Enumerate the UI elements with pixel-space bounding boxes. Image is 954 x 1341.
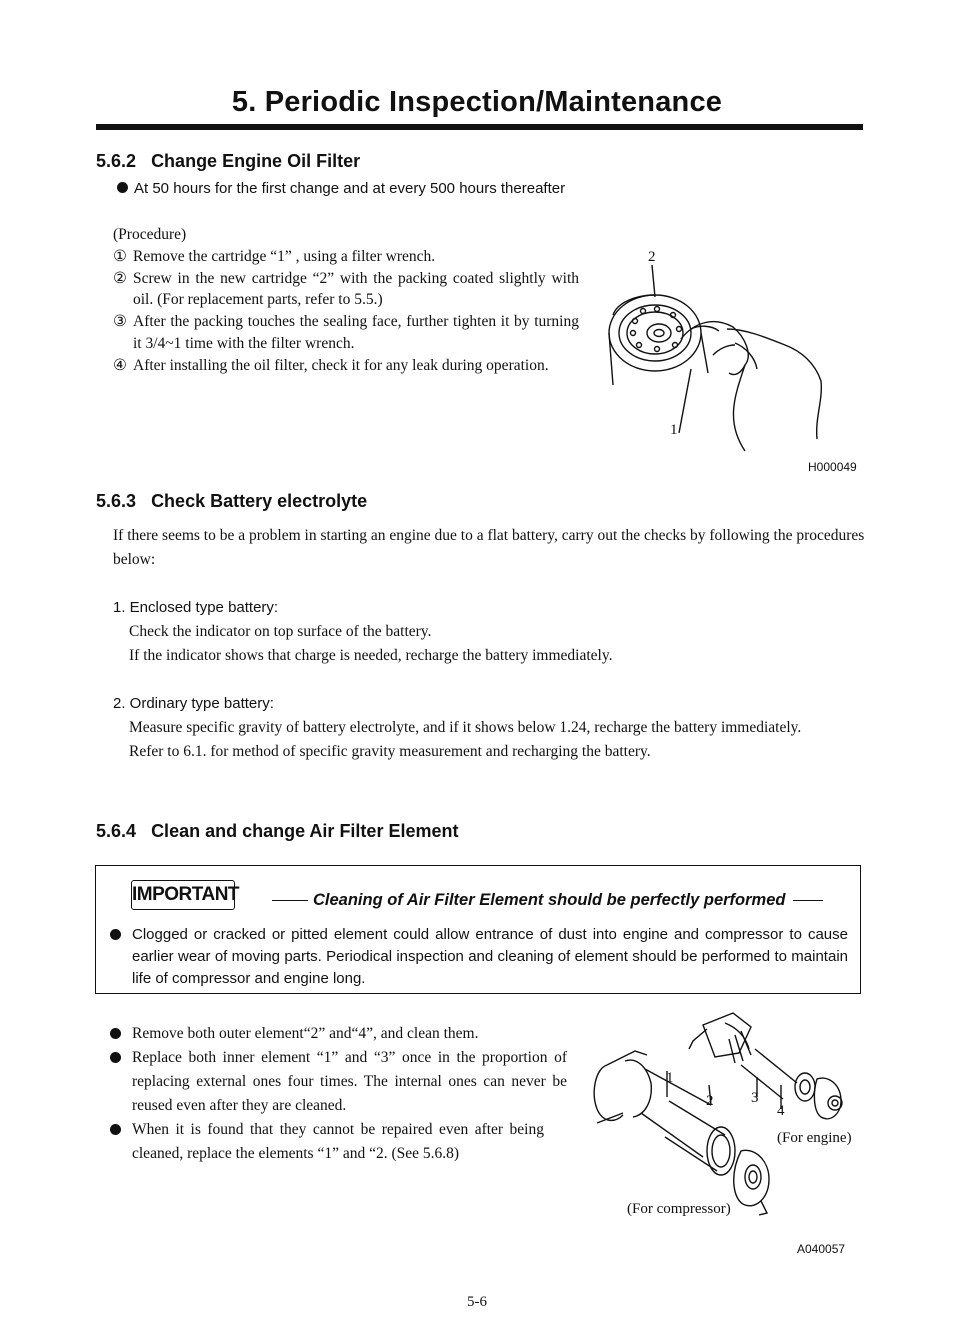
step-text: After installing the oil filter, check it for any leak during operation. [133,356,549,374]
bullet-icon [110,1124,121,1135]
section-heading-5-6-4 [96,821,458,842]
section-heading-5-6-2 [96,151,360,172]
procedure-step [113,246,579,268]
procedure-step [113,355,579,377]
list-item-text: Replace both inner element “1” and “3” once in the proportion of replacing external ones four times. The internal ones can never be reused even after they are cleaned. [132,1049,567,1114]
figure-code: H000049 [808,460,857,474]
page-number: 5-6 [467,1294,487,1310]
section-title: Change Engine Oil Filter [151,151,361,171]
label-new-cartridge: 2 [648,249,656,265]
battery-line: Check the indicator on top surface of the battery. [129,623,432,640]
section-title: Clean and change Air Filter Element [151,821,459,841]
air-filter-figure [585,1005,875,1220]
section-heading-5-6-3 [96,491,367,512]
battery-line: If the indicator shows that charge is needed, recharge the battery immediately. [129,647,613,664]
title-rule [96,124,863,130]
figure-code: A040057 [797,1242,846,1256]
list-item-text: When it is found that they cannot be repaired even after being cleaned, replace the elements “1” and “2. (See 5.6.8) [132,1121,544,1162]
section-title: Check Battery electrolyte [151,491,368,511]
label-old-cartridge: 1 [670,422,678,438]
section-number: 5.6.2 [96,151,137,171]
important-text [110,924,848,990]
list-item-text: Remove both outer element“2” and“4”, and clean them. [132,1025,479,1042]
label-1: 1 [666,1070,674,1086]
battery-line: Measure specific gravity of battery electrolyte, and if it shows below 1.24, recharge the battery immediately. [129,719,802,736]
procedure-step [113,268,579,312]
important-title [272,891,823,910]
section-number: 5.6.4 [96,821,137,841]
step-number: ④ [113,356,127,374]
page-title: 5. Periodic Inspection/Maintenance [231,86,723,118]
dash-line [793,900,823,901]
label-3: 3 [751,1090,759,1106]
step-text: Screw in the new cartridge “2” with the packing coated slightly with oil. (For replacement parts, refer to 5.5.) [133,269,579,309]
step-number: ② [113,269,127,287]
step-number: ③ [113,313,127,331]
important-title-text: Cleaning of Air Filter Element should be perfectly performed [313,891,786,909]
list-item [109,1046,567,1118]
battery-item-body [129,620,865,668]
label-for-compressor: (For compressor) [627,1201,731,1217]
list-item [109,1022,567,1046]
important-body: Clogged or cracked or pitted element could allow entrance of dust into engine and compressor to cause earlier wear of moving parts. Periodical inspection and cleaning of element should be performed to maintain life of compressor and engine long. [132,926,848,987]
step-text: After the packing touches the sealing face, further tighten it by turning it 3/4~1 time with the filter wrench. [133,313,579,352]
dash-line [272,900,308,901]
procedure [113,224,579,377]
interval-bullet [117,180,565,197]
step-number: ① [113,247,127,265]
label-for-engine: (For engine) [777,1130,852,1146]
bullet-icon [110,1052,121,1063]
battery-item-heading: 2. Ordinary type battery: [113,695,274,712]
battery-line: Refer to 6.1. for method of specific gravity measurement and recharging the battery. [129,743,651,760]
procedure-step [113,311,579,355]
battery-item-body [129,716,865,764]
air-filter-bullets [109,1022,567,1166]
bullet-icon [110,929,121,940]
bullet-icon [110,1028,121,1039]
bullet-icon [117,182,128,193]
battery-item-heading: 1. Enclosed type battery: [113,599,279,616]
step-text: Remove the cartridge “1” , using a filter wrench. [133,247,436,265]
section-number: 5.6.3 [96,491,137,511]
label-2: 2 [706,1093,714,1109]
procedure-label: (Procedure) [113,226,187,243]
important-badge: IMPORTANT [131,880,235,910]
label-4: 4 [777,1103,785,1119]
oil-filter-figure [595,245,835,460]
battery-intro: If there seems to be a problem in starting an engine due to a flat battery, carry out the checks by following the procedures below: [113,527,865,568]
interval-text: At 50 hours for the first change and at every 500 hours thereafter [134,180,566,197]
list-item [109,1118,544,1166]
